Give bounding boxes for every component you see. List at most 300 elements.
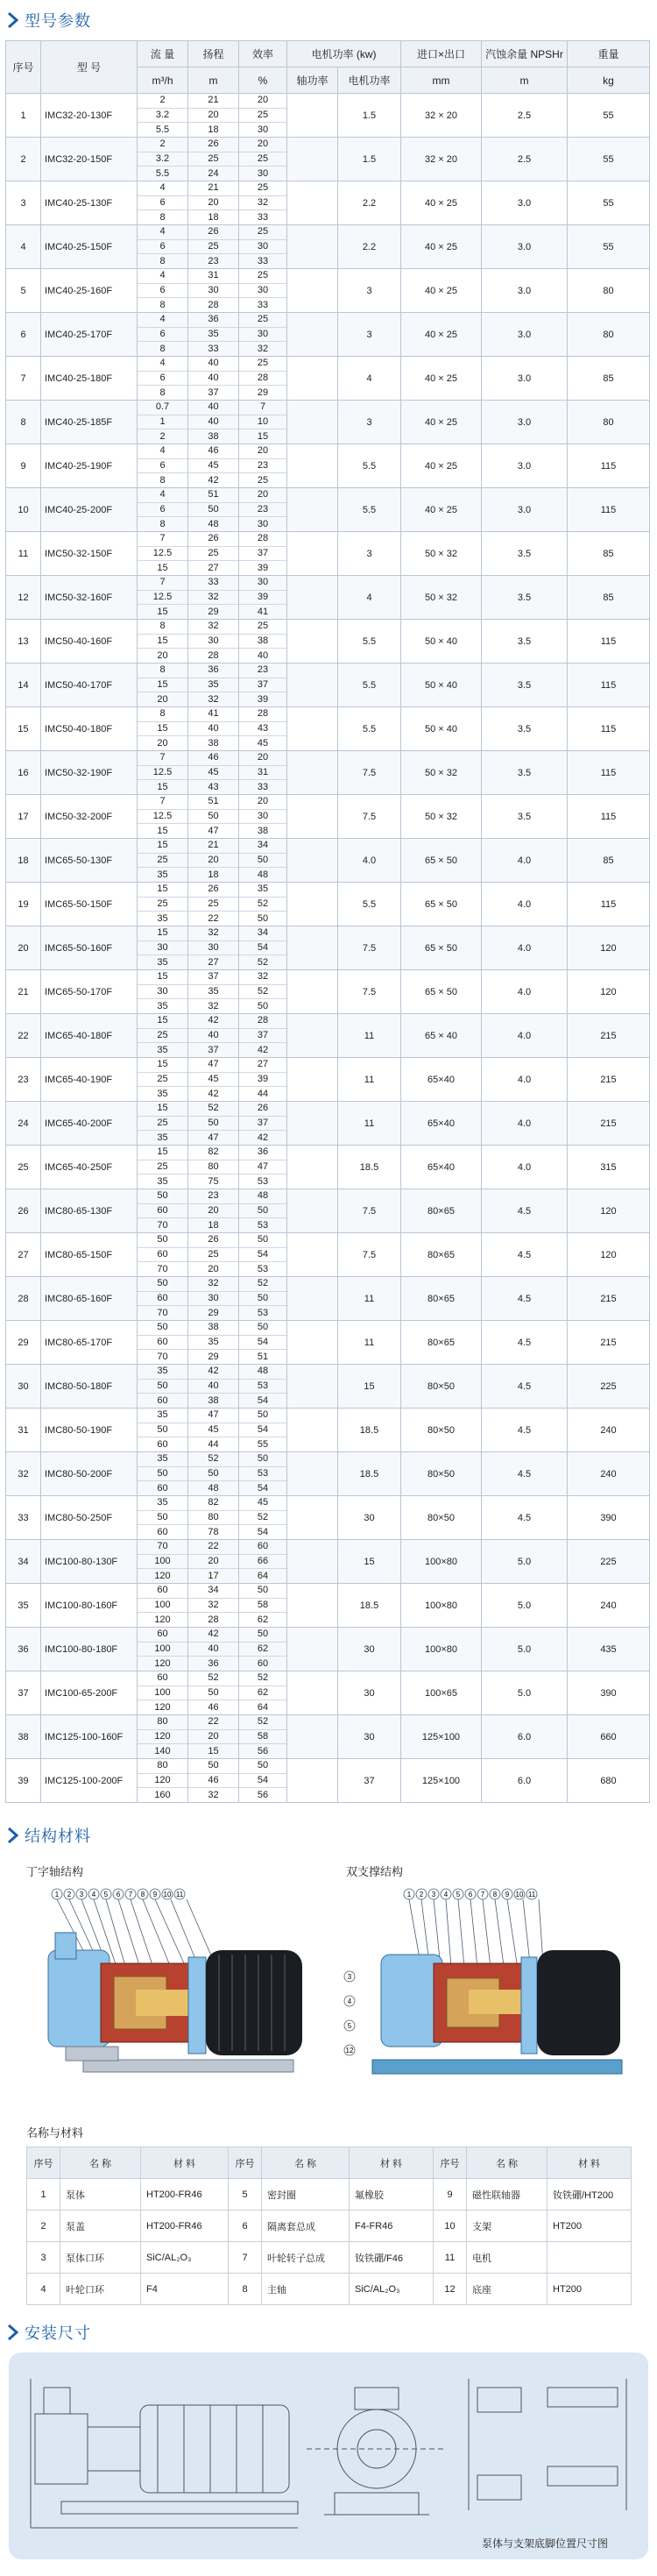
row-head-value: 29: [208, 606, 219, 617]
row-head-value: 27: [208, 562, 219, 573]
row-npsh: 3.5: [482, 707, 568, 751]
row-eff: [239, 313, 287, 357]
row-flow-value: 35: [157, 912, 168, 924]
row-npsh: 5.0: [482, 1628, 568, 1671]
row-motor-power: 7.5: [338, 926, 401, 970]
row-head: [188, 313, 239, 357]
row-weight: 680: [568, 1759, 650, 1803]
row-head-value: 51: [188, 488, 238, 503]
row-inout: 100×80: [401, 1584, 482, 1628]
callout-number: 6: [468, 1891, 473, 1898]
row-eff-value: 47: [239, 1160, 286, 1175]
row-flow: [138, 532, 188, 576]
row-flow-value: 25: [138, 1160, 187, 1175]
row-flow-value: 4: [138, 181, 187, 196]
row-shaft-power: [287, 444, 338, 488]
callout-number: 11: [527, 1891, 536, 1898]
row-weight: 85: [568, 576, 650, 620]
row-weight: 115: [568, 664, 650, 707]
row-weight: 115: [568, 795, 650, 839]
row-flow-value: 20: [157, 693, 168, 705]
callout-number: 7: [480, 1891, 485, 1898]
row-inout: 50 × 32: [401, 532, 482, 576]
installation-dimensions-drawing: [9, 2352, 648, 2559]
row-head-value: 34: [188, 1584, 238, 1599]
row-eff-value: 53: [257, 1219, 269, 1231]
row-flow-value: 60: [138, 1671, 187, 1686]
row-flow-value: 8: [159, 211, 166, 223]
mat-cell: 支架: [467, 2211, 548, 2242]
row-head-value: 75: [208, 1175, 219, 1187]
row-npsh: 3.5: [482, 576, 568, 620]
row-inout: 65 × 50: [401, 926, 482, 970]
row-eff-value: 51: [257, 1351, 269, 1362]
mat-cell: 密封圈: [262, 2179, 350, 2211]
row-head-value: 80: [188, 1160, 238, 1175]
row-head-value: 37: [208, 1044, 219, 1055]
row-inout: 40 × 25: [401, 488, 482, 532]
table-row: [6, 1277, 650, 1321]
row-flow: [138, 1102, 188, 1146]
row-eff-value: 52: [239, 985, 286, 1000]
row-inout: 50 × 32: [401, 795, 482, 839]
row-eff-value: 50: [239, 1409, 286, 1423]
row-head-value: 20: [188, 196, 238, 211]
row-eff-value: 30: [257, 167, 269, 179]
row-flow-value: 1: [138, 415, 187, 430]
row-weight: 80: [568, 269, 650, 313]
row-eff-value: 53: [239, 1467, 286, 1482]
row-eff-value: 28: [239, 1014, 286, 1029]
row-eff-value: 35: [239, 883, 286, 898]
row-head-value: 30: [188, 284, 238, 299]
header-flow-unit: m³/h: [138, 67, 188, 94]
row-head-value: 47: [188, 1409, 238, 1423]
row-flow-value: 12.5: [138, 591, 187, 606]
row-eff-value: 31: [239, 766, 286, 781]
row-eff-value: 25: [239, 109, 286, 124]
row-flow-value: 3.2: [138, 109, 187, 124]
row-eff: [239, 1496, 287, 1540]
row-flow: [138, 181, 188, 225]
row-eff-value: 54: [257, 1482, 269, 1494]
row-eff-value: 62: [257, 1614, 269, 1625]
row-eff: [239, 1671, 287, 1715]
row-flow-value: 30: [138, 941, 187, 956]
row-weight: 215: [568, 1321, 650, 1365]
row-motor-power: 7.5: [338, 1189, 401, 1233]
row-eff-value: 56: [257, 1745, 269, 1756]
row-flow-value: 15: [157, 781, 168, 792]
row-shaft-power: [287, 313, 338, 357]
row-head-value: 28: [208, 1614, 219, 1625]
callout-number: 5: [347, 2022, 352, 2030]
row-motor-power: 7.5: [338, 795, 401, 839]
row-flow: [138, 1014, 188, 1058]
row-eff-value: 30: [239, 328, 286, 343]
header-eff: 效率: [239, 41, 287, 67]
row-shaft-power: [287, 357, 338, 401]
row-model: IMC80-65-130F: [41, 1189, 138, 1233]
row-eff-value: 50: [239, 1233, 286, 1248]
row-motor-power: 2.2: [338, 181, 401, 225]
row-eff-value: 37: [239, 1117, 286, 1132]
row-motor-power: 11: [338, 1277, 401, 1321]
callout-number: 2: [419, 1891, 424, 1898]
row-no: 34: [6, 1540, 41, 1584]
row-eff-value: 23: [239, 664, 286, 678]
row-eff: [239, 1102, 287, 1146]
mat-header: 序号: [229, 2147, 262, 2179]
row-eff: [239, 751, 287, 795]
row-eff-value: 23: [239, 459, 286, 474]
row-flow-value: 5.5: [155, 167, 170, 179]
row-head-value: 20: [188, 1555, 238, 1570]
row-flow: [138, 313, 188, 357]
row-eff: [239, 1365, 287, 1409]
row-shaft-power: [287, 269, 338, 313]
row-no: 18: [6, 839, 41, 883]
row-eff-value: 53: [257, 1175, 269, 1187]
model-params-table: [5, 40, 650, 1803]
row-flow-value: 70: [138, 1540, 187, 1555]
row-no: 11: [6, 532, 41, 576]
row-flow-value: 35: [138, 1452, 187, 1467]
header-no: 序号: [6, 41, 41, 94]
row-eff-value: 48: [239, 1365, 286, 1380]
row-weight: 215: [568, 1058, 650, 1102]
row-flow: [138, 926, 188, 970]
callout-number: 9: [505, 1891, 510, 1898]
row-eff-value: 53: [257, 1263, 269, 1274]
row-inout: 80×65: [401, 1189, 482, 1233]
table-row: [6, 94, 650, 138]
mat-row: [27, 2242, 632, 2274]
row-npsh: 4.5: [482, 1365, 568, 1409]
row-motor-power: 5.5: [338, 620, 401, 664]
row-eff: [239, 181, 287, 225]
mat-header: 序号: [434, 2147, 467, 2179]
table-row: [6, 1715, 650, 1759]
header-npsh-unit: m: [482, 67, 568, 94]
row-flow-value: 15: [138, 970, 187, 985]
chevron-right-icon: [7, 12, 19, 28]
row-head-value: 26: [188, 225, 238, 240]
row-shaft-power: [287, 1365, 338, 1409]
row-npsh: 5.0: [482, 1540, 568, 1584]
mat-cell: 泵体: [60, 2179, 141, 2211]
row-npsh: 4.5: [482, 1452, 568, 1496]
callout-number: 5: [103, 1891, 109, 1898]
row-eff-value: 34: [239, 926, 286, 941]
row-shaft-power: [287, 707, 338, 751]
row-weight: 240: [568, 1409, 650, 1452]
row-shaft-power: [287, 488, 338, 532]
row-eff-value: 42: [257, 1044, 269, 1055]
mat-cell: 底座: [467, 2274, 548, 2305]
row-eff-value: 50: [239, 1292, 286, 1307]
row-eff-value: 48: [257, 869, 269, 880]
row-weight: 80: [568, 401, 650, 444]
params-section-header: [0, 0, 657, 40]
row-flow-value: 60: [157, 1482, 168, 1494]
row-head-value: 44: [208, 1438, 219, 1450]
row-flow-value: 50: [138, 1277, 187, 1292]
row-npsh: 2.5: [482, 138, 568, 181]
row-head: [188, 488, 239, 532]
row-flow: [138, 488, 188, 532]
row-flow-value: 3.2: [138, 153, 187, 167]
row-head-value: 31: [188, 269, 238, 284]
mat-cell: HT200-FR46: [141, 2179, 229, 2211]
row-eff-value: 58: [239, 1599, 286, 1614]
row-shaft-power: [287, 1452, 338, 1496]
row-motor-power: 11: [338, 1058, 401, 1102]
mat-header: 名 称: [60, 2147, 141, 2179]
params-section-title: 型号参数: [25, 12, 91, 30]
row-head-value: 20: [188, 109, 238, 124]
install-section-title: 安装尺寸: [25, 2324, 91, 2342]
row-inout: 65 × 50: [401, 970, 482, 1014]
row-flow-value: 50: [138, 1511, 187, 1526]
row-flow-value: 100: [138, 1643, 187, 1657]
row-shaft-power: [287, 883, 338, 926]
row-eff-value: 56: [257, 1789, 269, 1800]
row-flow-value: 60: [138, 1248, 187, 1263]
row-no: 29: [6, 1321, 41, 1365]
row-flow-value: 80: [138, 1759, 187, 1774]
table-row: [6, 269, 650, 313]
row-eff-value: 39: [239, 591, 286, 606]
callout-number: 7: [128, 1891, 133, 1898]
row-eff: [239, 1584, 287, 1628]
row-npsh: 4.0: [482, 1058, 568, 1102]
row-npsh: 4.5: [482, 1321, 568, 1365]
row-head: [188, 707, 239, 751]
row-eff-value: 27: [239, 1058, 286, 1073]
row-flow-value: 50: [138, 1380, 187, 1394]
row-flow: [138, 1146, 188, 1189]
row-head-value: 48: [208, 518, 219, 529]
table-row: [6, 1409, 650, 1452]
row-flow-value: 15: [138, 1146, 187, 1160]
row-flow-value: 60: [138, 1292, 187, 1307]
row-flow: [138, 1715, 188, 1759]
row-flow-value: 35: [138, 1496, 187, 1511]
row-eff: [239, 357, 287, 401]
row-flow-value: 8: [159, 387, 166, 398]
row-eff-value: 32: [257, 343, 269, 354]
row-model: IMC40-25-200F: [41, 488, 138, 532]
row-flow-value: 20: [157, 649, 168, 661]
row-model: IMC40-25-190F: [41, 444, 138, 488]
row-head-value: 29: [208, 1307, 219, 1318]
row-head-value: 82: [188, 1146, 238, 1160]
row-head-value: 33: [208, 343, 219, 354]
row-no: 12: [6, 576, 41, 620]
row-flow-value: 8: [159, 255, 166, 266]
row-weight: 240: [568, 1584, 650, 1628]
row-flow-value: 50: [138, 1189, 187, 1204]
row-eff: [239, 664, 287, 707]
row-flow-value: 60: [138, 1628, 187, 1643]
header-weight-unit: kg: [568, 67, 650, 94]
row-motor-power: 7.5: [338, 751, 401, 795]
row-eff-value: 44: [257, 1088, 269, 1099]
row-weight: 315: [568, 1146, 650, 1189]
row-flow-value: 0.7: [138, 401, 187, 415]
row-eff-value: 48: [239, 1189, 286, 1204]
row-npsh: 6.0: [482, 1759, 568, 1803]
header-head-unit: m: [188, 67, 239, 94]
row-flow-value: 2: [138, 138, 187, 153]
row-no: 8: [6, 401, 41, 444]
row-eff-value: 50: [239, 1759, 286, 1774]
mat-row: [27, 2211, 632, 2242]
row-eff-value: 23: [239, 503, 286, 518]
row-eff: [239, 138, 287, 181]
row-flow: [138, 1321, 188, 1365]
row-shaft-power: [287, 795, 338, 839]
row-eff-value: 66: [239, 1555, 286, 1570]
mat-cell: 磁性联轴器: [467, 2179, 548, 2211]
row-head-value: 45: [188, 1073, 238, 1088]
materials-title: 名称与材料: [26, 2126, 84, 2140]
row-head: [188, 1014, 239, 1058]
row-head-value: 20: [188, 1204, 238, 1219]
row-flow-value: 20: [157, 737, 168, 749]
row-eff: [239, 970, 287, 1014]
row-flow-value: 15: [138, 883, 187, 898]
row-eff-value: 45: [239, 1496, 286, 1511]
row-motor-power: 3: [338, 269, 401, 313]
row-no: 36: [6, 1628, 41, 1671]
table-row: [6, 839, 650, 883]
row-eff-value: 34: [239, 839, 286, 854]
row-model: IMC50-40-170F: [41, 664, 138, 707]
table-row: [6, 1233, 650, 1277]
row-npsh: 4.5: [482, 1233, 568, 1277]
row-head-value: 23: [188, 1189, 238, 1204]
row-inout: 65 × 40: [401, 1014, 482, 1058]
row-no: 13: [6, 620, 41, 664]
install-caption: 泵体与支架底脚位置尺寸图: [482, 2537, 609, 2550]
row-eff-value: 62: [239, 1686, 286, 1701]
row-flow: [138, 444, 188, 488]
row-npsh: 4.0: [482, 1014, 568, 1058]
row-flow-value: 25: [138, 1117, 187, 1132]
row-head-value: 35: [188, 678, 238, 693]
row-head: [188, 576, 239, 620]
row-head-value: 32: [188, 620, 238, 635]
row-head-value: 42: [188, 1365, 238, 1380]
row-no: 27: [6, 1233, 41, 1277]
row-shaft-power: [287, 576, 338, 620]
mat-cell: 叶轮口环: [60, 2274, 141, 2305]
row-weight: 390: [568, 1671, 650, 1715]
row-flow-value: 15: [138, 1014, 187, 1029]
row-flow-value: 4: [138, 444, 187, 459]
row-no: 39: [6, 1759, 41, 1803]
row-inout: 40 × 25: [401, 401, 482, 444]
header-inout: 进口×出口: [401, 41, 482, 67]
row-shaft-power: [287, 1584, 338, 1628]
row-flow: [138, 1759, 188, 1803]
mat-header: 名 称: [262, 2147, 350, 2179]
mat-cell: F4: [141, 2274, 229, 2305]
row-motor-power: 5.5: [338, 707, 401, 751]
row-head-value: 42: [208, 474, 219, 486]
row-head: [188, 138, 239, 181]
row-flow-value: 60: [138, 1336, 187, 1351]
table-row: [6, 795, 650, 839]
row-flow-value: 2: [138, 94, 187, 109]
row-no: 7: [6, 357, 41, 401]
row-inout: 65×40: [401, 1146, 482, 1189]
row-eff: [239, 401, 287, 444]
row-shaft-power: [287, 1277, 338, 1321]
row-model: IMC50-32-190F: [41, 751, 138, 795]
mat-cell: F4-FR46: [350, 2211, 434, 2242]
row-eff: [239, 707, 287, 751]
table-row: [6, 1540, 650, 1584]
row-flow-value: 8: [138, 664, 187, 678]
row-flow: [138, 1277, 188, 1321]
row-model: IMC100-80-130F: [41, 1540, 138, 1584]
row-eff-value: 30: [239, 284, 286, 299]
row-inout: 65×40: [401, 1102, 482, 1146]
row-head-value: 50: [188, 503, 238, 518]
row-head-value: 17: [208, 1570, 219, 1581]
row-head-value: 32: [188, 1277, 238, 1292]
row-inout: 40 × 25: [401, 357, 482, 401]
row-flow-value: 15: [138, 1102, 187, 1117]
row-npsh: 6.0: [482, 1715, 568, 1759]
row-flow-value: 12.5: [138, 766, 187, 781]
row-model: IMC80-50-190F: [41, 1409, 138, 1452]
row-npsh: 3.5: [482, 532, 568, 576]
row-model: IMC125-100-160F: [41, 1715, 138, 1759]
row-flow: [138, 1409, 188, 1452]
row-motor-power: 11: [338, 1321, 401, 1365]
table-row: [6, 1759, 650, 1803]
row-npsh: 4.5: [482, 1189, 568, 1233]
row-eff-value: 33: [257, 299, 269, 310]
row-eff: [239, 1628, 287, 1671]
row-head-value: 82: [188, 1496, 238, 1511]
row-inout: 32 × 20: [401, 94, 482, 138]
row-npsh: 3.0: [482, 225, 568, 269]
row-eff-value: 15: [257, 430, 269, 442]
row-flow-value: 35: [157, 1132, 168, 1143]
row-eff: [239, 1058, 287, 1102]
row-eff-value: 39: [239, 1073, 286, 1088]
row-head-value: 20: [208, 1263, 219, 1274]
row-eff-value: 30: [257, 124, 269, 135]
row-npsh: 3.0: [482, 181, 568, 225]
row-flow: [138, 664, 188, 707]
row-no: 1: [6, 94, 41, 138]
row-flow-value: 60: [157, 1526, 168, 1537]
callout-number: 12: [345, 2047, 354, 2054]
mat-cell: 7: [229, 2242, 262, 2274]
row-model: IMC100-80-180F: [41, 1628, 138, 1671]
row-eff: [239, 620, 287, 664]
row-motor-power: 2.2: [338, 225, 401, 269]
row-head-value: 50: [188, 1467, 238, 1482]
table-row: [6, 926, 650, 970]
row-model: IMC40-25-185F: [41, 401, 138, 444]
